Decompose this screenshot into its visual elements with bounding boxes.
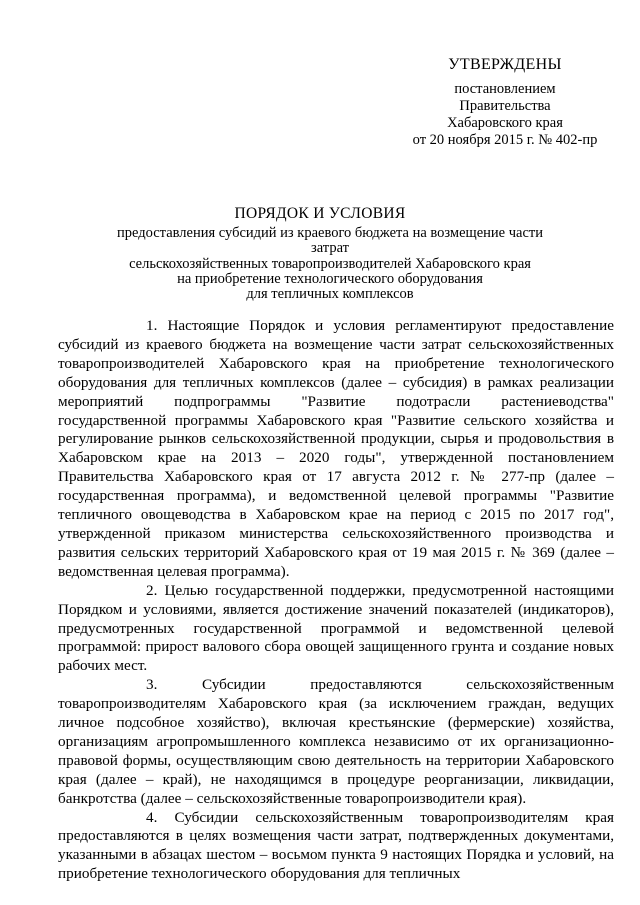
- paragraph-1: 1. Настоящие Порядок и условия регламентируют предоставление субсидий из краевого бюджета на возмещение части затрат сельскохозяйственных товаропроизводителей Хабаровского края на приобретение технологического оборудования для тепличных комплексов (далее – субсидия) в рамках реализации мероприятий подпрограммы "Развитие подотрасли растениеводства" государственной программы Хабаровского края "Развитие сельского хозяйства и регулирование рынков сельскохозяйственной продукции, сырья и продовольствия в Хабаровском крае на 2013 – 2020 годы", утвержденной постановлением Правительства Хабаровского края от 17 августа 2012 г. № 277-пр (далее – государственная программа), и ведомственной целевой программы "Развитие тепличного овощеводства в Хабаровском крае на период с 2015 по 2017 год", утвержденной приказом министерства сельскохозяйственного производства и развития сельских территорий Хабаровского края от 19 мая 2015 г. № 369 (далее – ведомственная целевая программа).: [58, 317, 614, 580]
- approval-line: Хабаровского края: [447, 115, 563, 131]
- document-heading: ПОРЯДОК И УСЛОВИЯ: [234, 205, 406, 222]
- approval-line: от 20 ноября 2015 г. № 402-пр: [412, 132, 598, 148]
- approval-line: постановлением: [454, 81, 556, 97]
- paragraph-3: 3. Субсидии предоставляются сельскохозяйственным товаропроизводителям Хабаровского края (за исключением граждан, ведущих личное подсобное хозяйство), включая крестьянские (фермерские) хозяйства, организациям агропромышленного комплекса независимо от их организационно-правовой формы, осуществляющим свою деятельность на территории Хабаровского края (далее – край), не находящимся в процедуре реорганизации, ликвидации, банкротства (далее – сельскохозяйственные товаропроизводители края).: [58, 676, 614, 807]
- subtitle-line: сельскохозяйственных товаропроизводителей Хабаровского края: [129, 255, 531, 272]
- document-body: [58, 317, 614, 884]
- subtitle-line: на приобретение технологического оборудования: [177, 270, 483, 287]
- subtitle-line: предоставления субсидий из краевого бюджета на возмещение части затрат: [117, 225, 543, 257]
- document-subtitle: [100, 226, 560, 302]
- paragraph-2: 2. Целью государственной поддержки, предусмотренной настоящими Порядком и условиями, является достижение значений показателей (индикаторов), предусмотренных государственной программой и ведомственной целевой программой: прирост валового сбора овощей защищенного грунта и создание новых рабочих мест.: [58, 581, 614, 675]
- approval-line: Правительства: [459, 98, 551, 114]
- subtitle-line: для тепличных комплексов: [246, 286, 414, 303]
- approval-title: УТВЕРЖДЕНЫ: [448, 56, 562, 73]
- approval-block: [395, 56, 615, 149]
- paragraph-4: 4. Субсидии сельскохозяйственным товаропроизводителям края предоставляются в целях возмещения части затрат, подтвержденных документами, указанными в абзацах шестом – восьмом пункта 9 настоящих Порядка и условий, на приобретение технологического оборудования для тепличных: [58, 808, 614, 883]
